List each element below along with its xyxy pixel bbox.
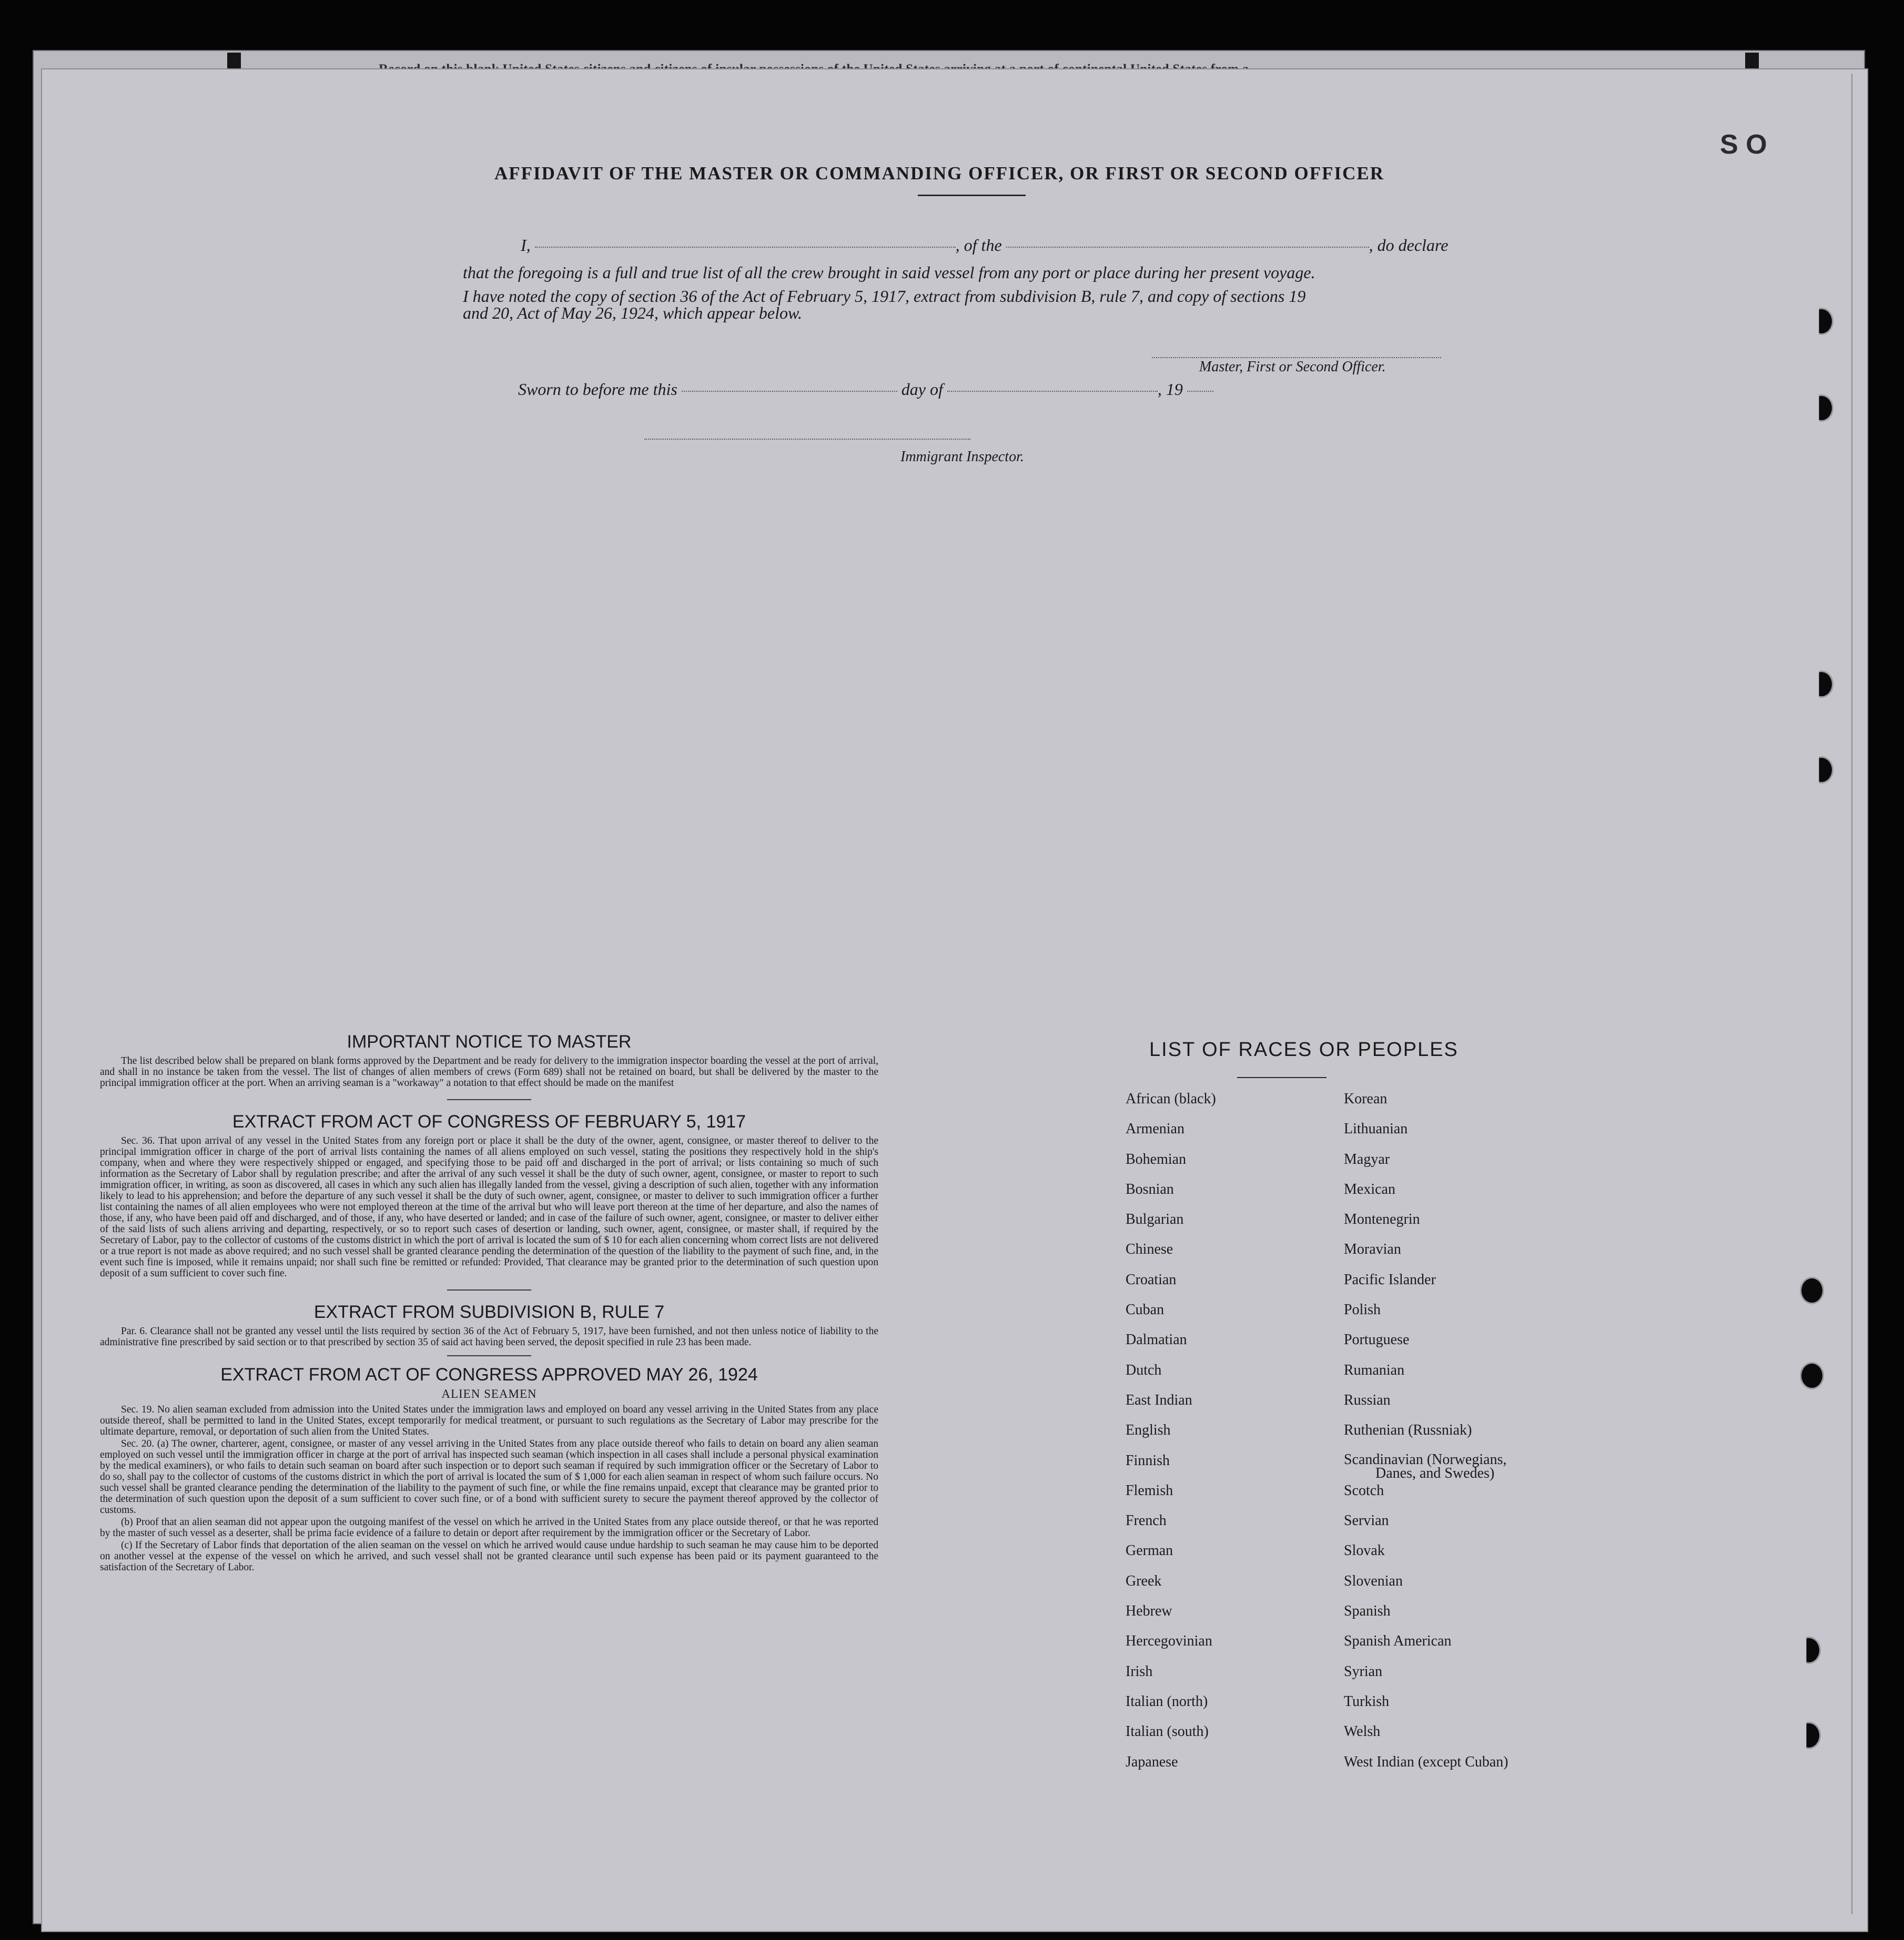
race-item: Hebrew <box>1126 1603 1172 1620</box>
name-blank[interactable] <box>535 246 956 248</box>
race-item: Spanish American <box>1344 1633 1452 1650</box>
race-item: West Indian (except Cuban) <box>1344 1753 1508 1770</box>
notice-title: IMPORTANT NOTICE TO MASTER <box>347 1032 632 1052</box>
race-item: Slovak <box>1344 1542 1385 1559</box>
race-item: Syrian <box>1344 1663 1383 1680</box>
race-item-scandinavian <box>1344 1453 1508 1483</box>
race-item: Scotch <box>1344 1482 1384 1499</box>
sworn-year: , 19 <box>1157 380 1183 399</box>
race-item: Rumanian <box>1344 1362 1405 1378</box>
extract-rule7-text: Par. 6. Clearance shall not be granted any vessel until the lists required by section 36 of the Act of February 5, 1917, have been furnished, and not then unless notice of liability to the administrative fine prescribed by said section or to that prescribed by section 35 of said act having been served, the deposit specified in rule 23 has been made. <box>100 1326 878 1348</box>
important-notice <box>100 1032 878 1573</box>
race-item: Irish <box>1126 1663 1153 1680</box>
section-separator <box>447 1289 531 1291</box>
extract-rule7-title: EXTRACT FROM SUBDIVISION B, RULE 7 <box>313 1302 665 1322</box>
race-item: Scandinavian (Norwegians, <box>1344 1451 1507 1468</box>
race-item: Bosnian <box>1126 1181 1174 1197</box>
race-item: Dutch <box>1126 1362 1162 1378</box>
race-item: English <box>1126 1422 1171 1439</box>
master-signature-line[interactable] <box>1152 357 1441 358</box>
inspector-caption: Immigrant Inspector. <box>900 449 1024 465</box>
race-item: Ruthenian (Russniak) <box>1344 1422 1472 1439</box>
notice-text: The list described below shall be prepared on blank forms approved by the Department and be ready for delivery to the immigration inspector boarding the vessel at the port of arrival, and shall in no instance be taken from the vessel. The list of changes of alien members of crews (Form 689) shall not be retained on board, but shall be delivered by the master to the principal immigration officer at the port. When an arriving seaman is a "workaway" a notation to that effect should be made on the manifest <box>100 1055 878 1089</box>
race-item: East Indian <box>1126 1391 1192 1408</box>
sworn-day-of: day of <box>901 380 943 399</box>
master-caption: Master, First or Second Officer. <box>1199 359 1386 375</box>
sworn-prefix: Sworn to before me this <box>518 380 677 399</box>
race-item: Hercegovinian <box>1126 1633 1212 1650</box>
race-item: Polish <box>1344 1302 1381 1318</box>
race-item: Montenegrin <box>1344 1211 1420 1228</box>
race-item: Armenian <box>1126 1121 1184 1137</box>
races-title: LIST OF RACES OR PEOPLES <box>1149 1039 1459 1061</box>
binder-hole-icon <box>1800 1362 1824 1389</box>
race-item: Croatian <box>1126 1271 1177 1288</box>
sworn-year-blank[interactable] <box>1187 390 1213 392</box>
race-item: Servian <box>1344 1512 1389 1529</box>
sworn-date-blank[interactable] <box>682 390 897 392</box>
vessel-blank[interactable] <box>1006 246 1369 248</box>
extract-1917-text: Sec. 36. That upon arrival of any vessel in the United States from any foreign port or place it shall be the duty of the owner, agent, consignee, or master thereof to deliver to the principal immigration officer in charge of the port of arrival lists containing the names of all aliens employed on such vessel, stating the positions they respectively hold in the ship's company, when and where they were respectively shipped or engaged, and specifying those to be paid off and discharged in the port of arrival; or lists containing so much of such information as the Secretary of Labor shall by regulation prescribe; and after the arrival of any such vessel it shall be the duty of such owner, agent, consignee, or master to report to such immigration officer, in writing, as soon as discovered, all cases in which any such alien has illegally landed from the vessel, giving a description of such alien, together with any information likely to lead to his apprehension; and before the departure of any such vessel it shall be the duty of such owner, agent, consignee, or master to deliver to such immigration officer a further list containing the names of all alien employees who were not employed thereon at the time of the arrival but who will leave port thereon at the time of her departure, and also the names of those, if any, who have been paid off and discharged, and of those, if any, who have deserted or landed; and in case of the failure of such owner, agent, consignee, or master to deliver either of the said lists of such aliens arriving and departing, respectively, or so to report such cases of desertion or landing, such owner, agent, consignee, or master shall, if required by the Secretary of Labor, pay to the collector of customs of the customs district in which the port of arrival is located the sum of $ 10 for each alien concerning whom correct lists are not delivered or a true report is not made as above required; and no such vessel shall be granted clearance pending the determination of the question of the liability to the payment of such fine, and, in the event such fine is imposed, while it remains unpaid; nor shall such fine be remitted or refunded: Provided, That clearance may be granted prior to the determination of such question upon deposit of a sum sufficient to cover such fine. <box>100 1135 878 1279</box>
race-item: Italian (north) <box>1126 1693 1208 1710</box>
race-item: Welsh <box>1344 1723 1381 1740</box>
race-item: Russian <box>1344 1391 1391 1408</box>
race-item: Bohemian <box>1126 1151 1187 1167</box>
form-page <box>41 68 1868 1932</box>
title-rule <box>918 195 1026 196</box>
race-item: Bulgarian <box>1126 1211 1184 1228</box>
race-item: Dalmatian <box>1126 1332 1187 1348</box>
affidavit-title: AFFIDAVIT OF THE MASTER OR COMMANDING OFFICER, OR FIRST OR SECOND OFFICER <box>494 163 1384 184</box>
race-item: Lithuanian <box>1344 1121 1408 1137</box>
extract-1924-subtitle: ALIEN SEAMEN <box>441 1387 537 1400</box>
race-item: Cuban <box>1126 1302 1164 1318</box>
race-item: German <box>1126 1542 1173 1559</box>
affidavit-i: I, <box>521 236 531 255</box>
race-item: Japanese <box>1126 1753 1178 1770</box>
affidavit-line-3: I have noted the copy of section 36 of the Act of February 5, 1917, extract from subdivision B, rule 7, and copy of sections 19 <box>463 287 1306 306</box>
race-item: Korean <box>1344 1091 1388 1107</box>
sec20a-text: Sec. 20. (a) The owner, charterer, agent, consignee, or master of any vessel arriving in the United States from any place outside thereof who fails to detain on board any alien seaman employed on such vessel until the immigration officer in charge at the port of arrival has inspected such seaman (which inspection in all cases shall include a personal physical examination by the medical examiners), or who fails to detain such seaman on board after such inspection or to deport such seaman if required by such immigration officer or the Secretary of Labor to do so, shall pay to the collector of customs of the customs district in which the port of arrival is located the sum of $ 1,000 for each alien seaman in respect of whom such failure occurs. No such vessel shall be granted clearance pending the determination of the liability to the payment of such fine, or while the fine remains unpaid, except that clearance may be granted prior to the determination of such question upon the deposit of a sum sufficient to cover such fine, or of a bond with sufficient surety to secure the payment thereof approved by the collector of customs. <box>100 1438 878 1516</box>
race-item: Portuguese <box>1344 1332 1410 1348</box>
race-item: Finnish <box>1126 1452 1170 1469</box>
section-separator <box>447 1355 531 1356</box>
race-item: French <box>1126 1512 1167 1529</box>
sworn-line <box>518 380 1213 399</box>
race-item: Flemish <box>1126 1482 1173 1499</box>
affidavit-line-2: that the foregoing is a full and true list of all the crew brought in said vessel from any port or place during her present voyage. <box>463 263 1315 282</box>
affidavit-line-4: and 20, Act of May 26, 1924, which appear below. <box>463 303 802 322</box>
races-left-column <box>1126 1091 1216 1784</box>
sec20b-text: (b) Proof that an alien seaman did not appear upon the outgoing manifest of the vessel on which he arrived in the United States from any place outside thereof, or that he was reported by the master of such vessel as a deserter, shall be prima facie evidence of a failure to detain or deport after requirement by the immigration officer or the Secretary of Labor. <box>100 1517 878 1539</box>
race-item: Chinese <box>1126 1241 1173 1258</box>
races-title-rule <box>1237 1077 1326 1078</box>
inspector-signature-line[interactable] <box>644 438 970 440</box>
binder-hole-icon <box>1800 1277 1824 1304</box>
extract-1924-title: EXTRACT FROM ACT OF CONGRESS APPROVED MAY 26, 1924 <box>220 1365 758 1385</box>
race-item: Magyar <box>1344 1151 1390 1167</box>
race-item: Mexican <box>1344 1181 1395 1197</box>
affidavit-line-1 <box>521 236 1448 255</box>
race-item: Slovenian <box>1344 1572 1403 1589</box>
fold-line <box>1851 74 1852 1914</box>
extract-1917-title: EXTRACT FROM ACT OF CONGRESS OF FEBRUARY 5, 1917 <box>232 1112 746 1132</box>
race-item: Italian (south) <box>1126 1723 1209 1740</box>
race-item: Spanish <box>1344 1603 1391 1620</box>
sec19-text: Sec. 19. No alien seaman excluded from admission into the United States under the immigration laws and employed on board any vessel arriving in the United States from any place outside thereof, shall be permitted to land in the United States, except temporarily for medical treatment, or pursuant to such regulations as the Secretary of Labor may prescribe for the ultimate departure, removal, or deportation of such alien from the United States. <box>100 1404 878 1437</box>
affidavit-of-the: , of the <box>955 236 1002 255</box>
race-item: Turkish <box>1344 1693 1390 1710</box>
sec20c-text: (c) If the Secretary of Labor finds that deportation of the alien seaman on the vessel on which he arrived would cause undue hardship to such seaman he may cause him to be deported on another vessel at the expense of the vessel on which he arrived, and such vessel shall not be granted clearance until such expense has been paid or its payment guaranteed to the satisfaction of the Secretary of Labor. <box>100 1540 878 1573</box>
races-right-column <box>1344 1091 1508 1784</box>
race-item: African (black) <box>1126 1091 1216 1107</box>
handwritten-mark: S O <box>1720 129 1767 160</box>
affidavit-declare: , do declare <box>1369 236 1449 255</box>
section-separator <box>447 1099 531 1100</box>
race-item: Greek <box>1126 1572 1162 1589</box>
race-item: Moravian <box>1344 1241 1401 1258</box>
race-item-continued: Danes, and Swedes) <box>1375 1465 1495 1481</box>
race-item: Pacific Islander <box>1344 1271 1436 1288</box>
sworn-month-blank[interactable] <box>947 390 1158 392</box>
